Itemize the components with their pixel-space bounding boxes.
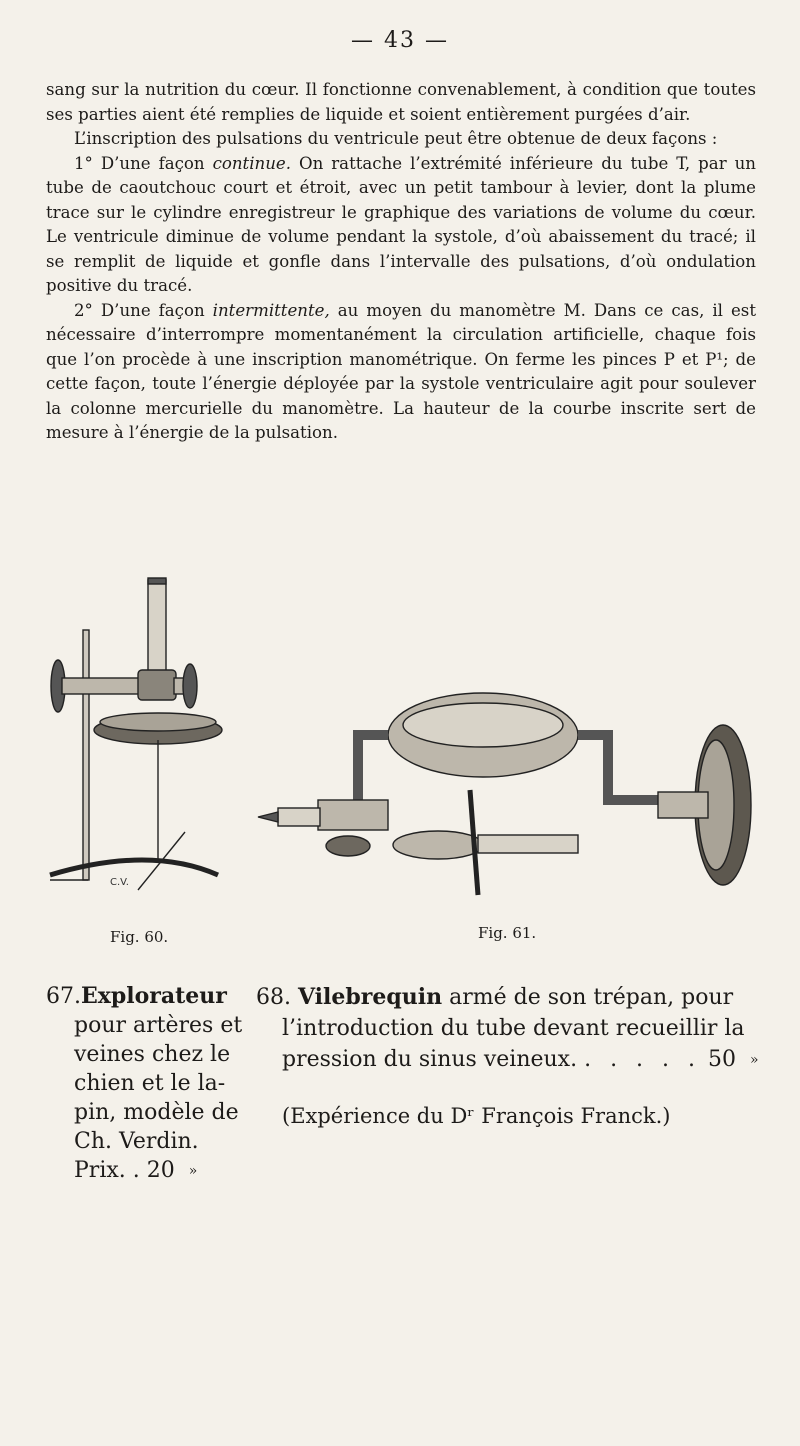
- currency-mark: »: [750, 1051, 759, 1068]
- entry-number: 67.: [46, 984, 81, 1009]
- explorer-illustration: [40, 570, 240, 900]
- item-prefix: 2° D’une façon: [74, 300, 213, 320]
- figure-signature: C.V.: [110, 877, 129, 888]
- body-text: [46, 78, 756, 446]
- entry-line: veines chez le: [74, 1042, 231, 1067]
- entry-line: Ch. Verdin.: [74, 1129, 199, 1154]
- item-text: On rattache l’extrémité inférieure du tube T, par un tube de caoutchouc court et étroit, avec un petit tambour à levier, dont la plume trace sur le cylindre enregistreur le graphique des variations de volume du cœur. Le ventricule diminue de volume pendant la systole, d’où abaissement du tracé; il se remplit de liquide et gonfle dans l’intervalle des pulsations, d’où ondulation positive du tracé.: [46, 153, 756, 295]
- entry-price-line: [256, 1044, 761, 1076]
- price-label: Prix. .: [74, 1158, 140, 1183]
- page-number: — 43 —: [351, 28, 449, 53]
- paragraph: L’inscription des pulsations du ventricule peut être obtenue de deux façons :: [74, 129, 718, 148]
- figure-60: [40, 570, 240, 900]
- brace-illustration: [248, 680, 768, 900]
- figure-61-caption: Fig. 61.: [478, 924, 537, 942]
- entry-number: 68.: [256, 985, 291, 1010]
- paragraph-item-2: [46, 299, 756, 446]
- catalog-entry-67: [46, 982, 246, 1186]
- figure-60-caption: Fig. 60.: [110, 928, 169, 946]
- paragraph-item-1: [46, 152, 756, 299]
- entry-line: pour artères et: [74, 1013, 243, 1038]
- entry-price-line: [46, 1156, 246, 1186]
- item-emphasis: continue.: [212, 153, 291, 173]
- price-value: 50: [708, 1047, 737, 1072]
- leader-dots: . . . . .: [584, 1047, 702, 1072]
- paragraph: sang sur la nutrition du cœur. Il fonctionne convenablement, à condition que toutes ses parties aient été remplies de liquide et soient entièrement purgées d’air.: [46, 80, 756, 124]
- entry-line: chien et le la-: [74, 1071, 226, 1096]
- figure-61: [248, 680, 768, 900]
- entry-line: pin, modèle de: [74, 1100, 239, 1125]
- currency-mark: »: [188, 1162, 198, 1179]
- item-prefix: 1° D’une façon: [74, 153, 213, 173]
- catalog-entry-68: [256, 982, 761, 1076]
- item-text: au moyen du manomètre M. Dans ce cas, il est nécessaire d’interrompre momentanément la circulation artificielle, chaque fois que l’on procède à une inscription manométrique. On ferme les pinces P et P¹; de cette façon, toute l’énergie déployée par la systole ventriculaire agit pour soulever la colonne mercurielle du manomètre. La hauteur de la courbe inscrite sert de mesure à l’énergie de la pulsation.: [46, 300, 756, 442]
- entry-line: armé de son trépan, pour: [442, 985, 734, 1010]
- item-emphasis: intermittente,: [212, 300, 330, 320]
- entry-line: l’introduction du tube devant recueillir la: [282, 1016, 745, 1041]
- entry-68-note: (Expérience du Dʳ François Franck.): [282, 1104, 671, 1128]
- entry-title: Explorateur: [81, 983, 227, 1009]
- entry-title: Vilebrequin: [298, 984, 443, 1010]
- price-value: 20: [146, 1158, 175, 1183]
- entry-line: pression du sinus veineux.: [282, 1047, 578, 1072]
